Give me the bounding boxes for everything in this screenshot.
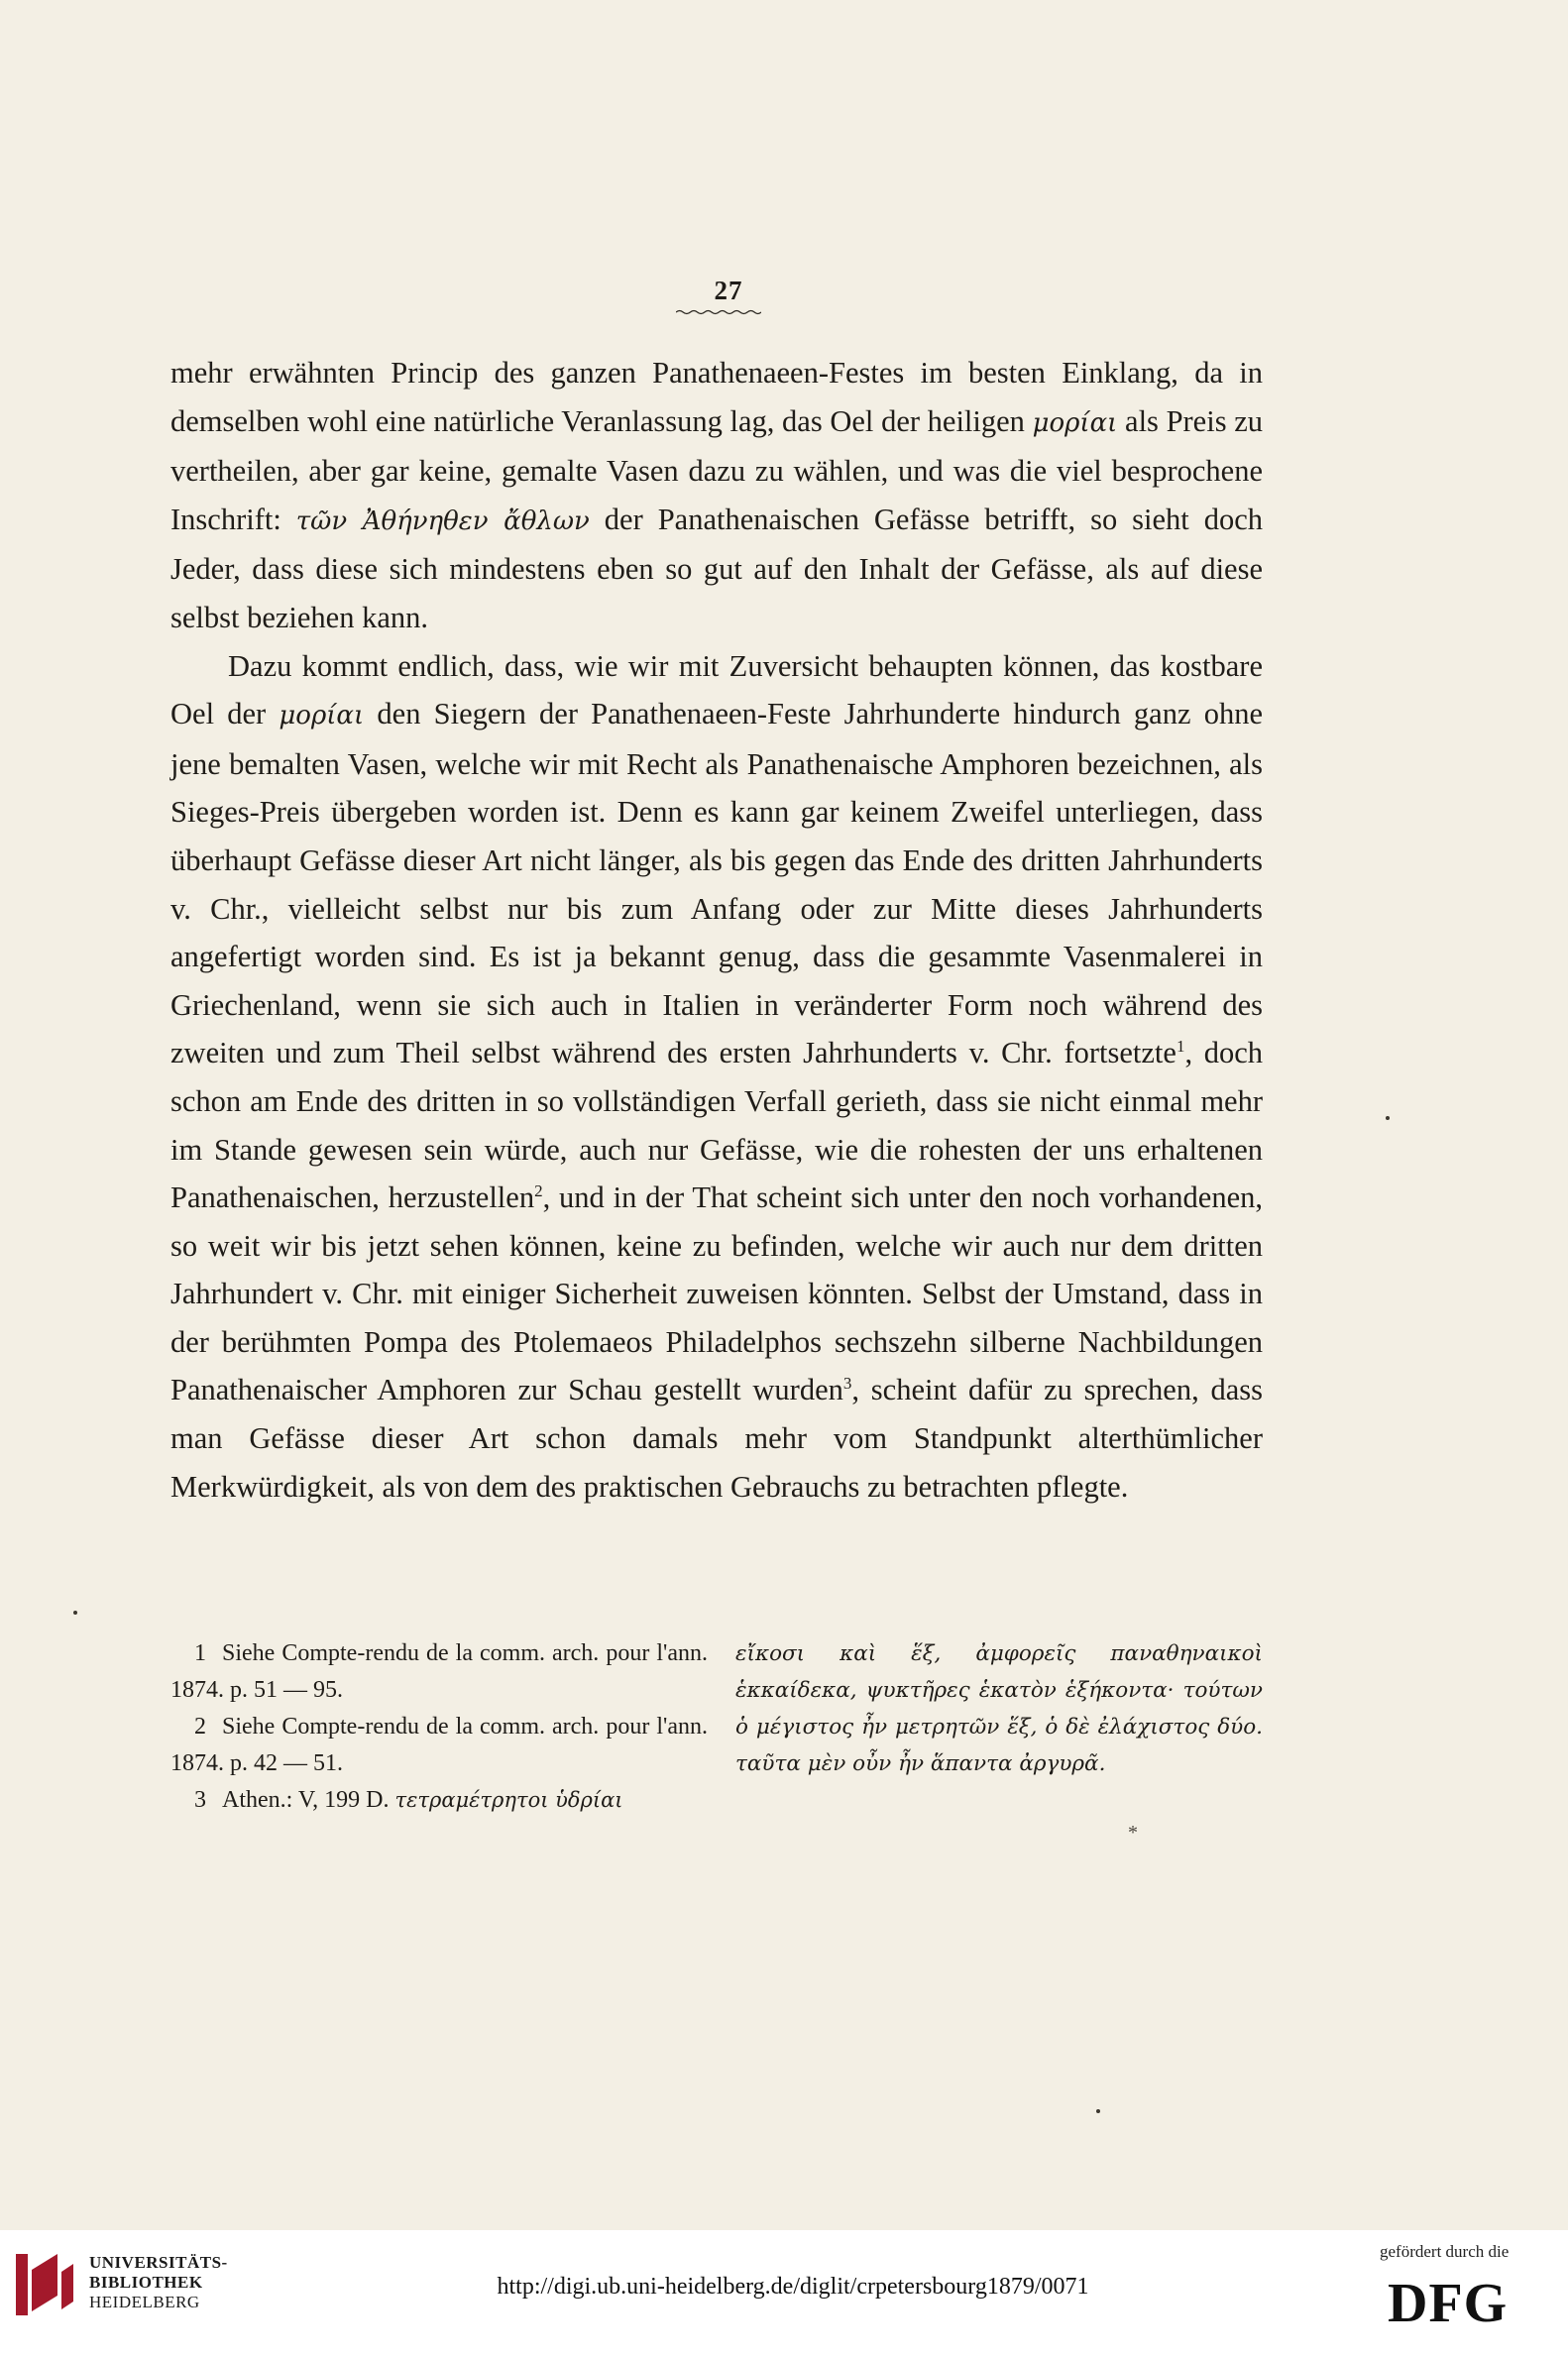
body-paragraph — [170, 349, 1263, 642]
footnote-text: Athen.: V, 199 D. — [222, 1787, 395, 1813]
footnote-1 — [170, 1635, 708, 1709]
footnotes — [170, 1635, 708, 1819]
text-run: Dazu kommt endlich, dass, wie wir mit Zuversicht behaupten können, das kostbare Oel der — [170, 648, 1263, 731]
text-run: den Siegern der Panathenaeen-Feste Jahrhunderte hindurch ganz ohne jene bemalten Vasen, welche wir mit Recht als Panathenaische Amphoren bezeichnen, als Sieges-Preis übergeben worden ist. Denn es kann gar keinem Zweifel unterliegen, dass überhaupt Gefässe dieser Art nicht länger, als bis gegen das Ende des dritten Jahrhunderts v. Chr., vielleicht selbst nur bis zum Anfang oder zur Mitte dieses Jahrhunderts angefertigt worden sind. Es ist ja bekannt genug, dass die gesammte Vasenmalerei in Griechenland, wenn sie sich auch in Italien in veränderter Form noch während des zweiten und zum Theil selbst während des ersten Jahrhunderts v. Chr. fortsetzte — [170, 697, 1263, 1070]
text-run: der Panathenaischen Gefässe betrifft, so sieht doch Jeder, dass diese sich mindestens eben so gut auf den Inhalt der Gefässe, als auf diese selbst beziehen kann. — [170, 502, 1264, 634]
university-library-name: UNIVERSITÄTS- BIBLIOTHEK HEIDELBERG — [89, 2253, 228, 2311]
text-run: , scheint dafür zu sprechen, dass man Gefässe dieser Art schon damals mehr vom Standpunkt alterthümlicher Merkwürdigkeit, als von dem des praktischen Gebrauchs zu betrachten pflegte. — [170, 1373, 1263, 1504]
footnote-reference: 2 — [534, 1181, 543, 1201]
greek-phrase: τῶν Ἀθήνηθεν ἄθλων — [295, 506, 590, 536]
footnote-number: 1 — [194, 1640, 206, 1666]
asterisk-mark: * — [1128, 1822, 1138, 1844]
footnote-greek-text: εἴκοσι καὶ ἕξ, ἀμφορεῖς παναθηναικοὶ ἑκκαίδεκα, ψυκτῆρες ἑκατὸν ἑξήκοντα· τούτων ὁ μέγιστος ἦν μετρητῶν ἕξ, ὁ δὲ ἐλάχιστος δύο. ταῦτα μὲν οὖν ἦν ἅπαντα ἀργυρᾶ. — [735, 1641, 1263, 1776]
footnote-reference: 1 — [1176, 1037, 1185, 1057]
footnote-2 — [170, 1709, 708, 1782]
footnote-number: 3 — [194, 1787, 206, 1813]
university-library-logo — [14, 2250, 75, 2319]
body-paragraph — [170, 642, 1263, 1512]
ink-speck — [73, 1611, 77, 1615]
footnote-text: Siehe Compte-rendu de la comm. arch. pour l'ann. 1874. p. 42 — 51. — [170, 1714, 708, 1776]
greek-phrase: μορίαι — [279, 701, 365, 731]
greek-phrase: μορίαι — [1032, 407, 1118, 438]
dfg-logo: DFG — [1388, 2273, 1509, 2334]
source-url-link[interactable]: http://digi.ub.uni-heidelberg.de/diglit/crpetersbourg1879/0071 — [497, 2274, 1089, 2300]
ink-speck — [1386, 1116, 1390, 1120]
footnote-3-continuation — [735, 1635, 1263, 1782]
page-number: 27 — [714, 276, 743, 305]
footnote-reference: 3 — [842, 1374, 852, 1394]
ink-speck — [1096, 2109, 1100, 2113]
footnote-greek: τετραμέτρητοι ὑδρίαι — [394, 1788, 623, 1812]
body-text — [170, 349, 1263, 1511]
page-number-ornament — [676, 309, 761, 315]
footnote-number: 2 — [194, 1714, 206, 1740]
text-run: mehr erwähnten Princip des ganzen Panathenaeen-Festes im besten Einklang, da in demselben wohl eine natürliche Veranlassung lag, das Oel der heiligen — [170, 356, 1263, 438]
text-run: , und in der That scheint sich unter den noch vorhandenen, so weit wir bis jetzt sehen können, keine zu befinden, welche wir auch nur dem dritten Jahrhundert v. Chr. mit einiger Sicherheit zuweisen könnten. Selbst der Umstand, dass in der berühmten Pompa des Ptolemaeos Philadelphos sechszehn silberne Nachbildungen Panathenaischer Amphoren zur Schau gestellt wurden — [170, 1180, 1264, 1407]
funding-caption: gefördert durch die — [1380, 2242, 1510, 2261]
footnote-3 — [170, 1782, 708, 1819]
text-run: als Preis zu vertheilen, aber gar keine, gemalte Vasen dazu zu wählen, und was die viel besprochene Inschrift: — [170, 403, 1264, 536]
footnote-text: Siehe Compte-rendu de la comm. arch. pour l'ann. 1874. p. 51 — 95. — [170, 1640, 708, 1703]
text-run: , doch schon am Ende des dritten in so vollständigen Verfall gerieth, dass sie nicht einmal mehr im Stande gewesen sein würde, auch nur Gefässe, wie die rohesten der uns erhaltenen Panathenaischen, herzustellen — [170, 1036, 1263, 1215]
